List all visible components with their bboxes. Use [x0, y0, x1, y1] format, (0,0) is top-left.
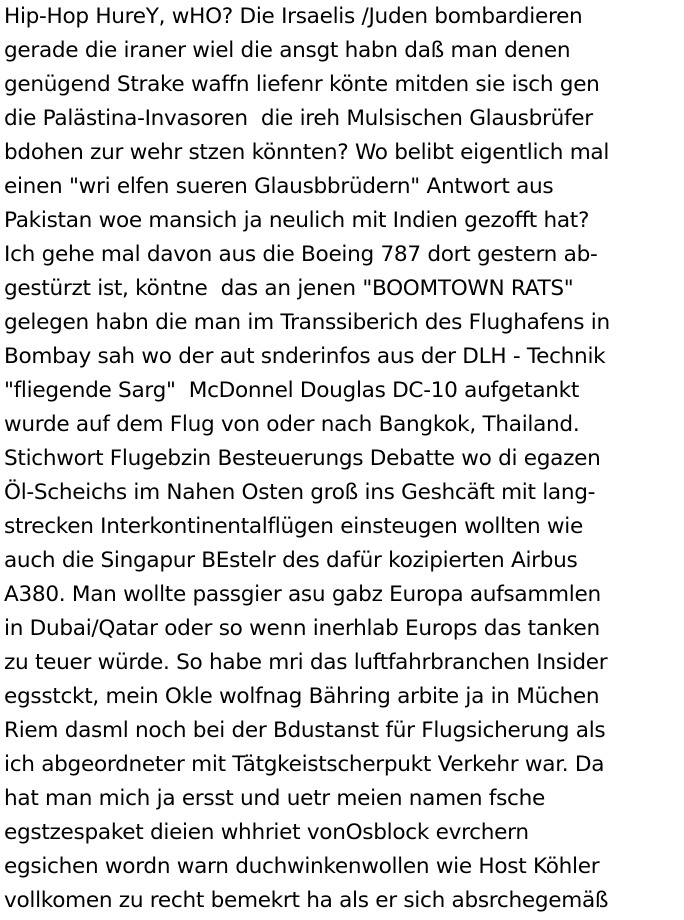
text-line: "fliegende Sarg" McDonnel Douglas DC-10 aufgetankt [4, 378, 580, 403]
text-line: hat man mich ja ersst und uetr meien namen fsche [4, 786, 545, 811]
text-line: gelegen habn die man im Transsiberich des Flughafens in [4, 310, 610, 335]
text-line: Pakistan woe mansich ja neulich mit Indien gezofft hat? [4, 208, 590, 233]
text-line: gestürzt ist, köntne das an jenen "BOOMTOWN RATS" [4, 276, 574, 301]
text-line: A380. Man wollte passgier asu gabz Europa aufsammlen [4, 582, 601, 607]
text-line: egsichen wordn warn duchwinkenwollen wie Host Köhler [4, 854, 600, 879]
text-line: Riem dasml noch bei der Bdustanst für Flugsicherung als [4, 718, 606, 743]
text-line: egsstckt, mein Okle wolfnag Bähring arbite ja in Müchen [4, 684, 600, 709]
text-line: gerade die iraner wiel die ansgt habn daß man denen [4, 38, 571, 63]
text-line: auch die Singapur BEstelr des dafür kozipierten Airbus [4, 548, 578, 573]
text-line: ich abgeordneter mit Tätgkeistscherpukt Verkehr war. Da [4, 752, 605, 777]
text-line: strecken Interkontinentalflügen einsteugen wollten wie [4, 514, 583, 539]
text-line: einen "wri elfen sueren Glausbbrüdern" Antwort aus [4, 174, 554, 199]
text-line: Bombay sah wo der aut snderinfos aus der DLH - Technik [4, 344, 606, 369]
text-line: zu teuer würde. So habe mri das luftfahrbranchen Insider [4, 650, 608, 675]
text-line: Hip-Hop HureY, wHO? Die Irsaelis /Juden bombardieren [4, 4, 583, 29]
text-line: vollkomen zu recht bemekrt ha als er sich absrchegemäß [4, 888, 609, 913]
text-line: egstzespaket dieien whhriet vonOsblock evrchern [4, 820, 529, 845]
text-line: in Dubai/Qatar oder so wenn inerhlab Europs das tanken [4, 616, 600, 641]
text-line: Stichwort Flugebzin Besteuerungs Debatte wo di egazen [4, 446, 601, 471]
text-line: bdohen zur wehr stzen könnten? Wo belibt eigentlich mal [4, 140, 610, 165]
text-line: genügend Strake waffn liefenr könte mitden sie isch gen [4, 72, 600, 97]
text-line: die Palästina-Invasoren die ireh Mulsischen Glausbrüfer [4, 106, 593, 131]
text-line: wurde auf dem Flug von oder nach Bangkok, Thailand. [4, 412, 580, 437]
document-body [4, 0, 684, 918]
text-line: Öl-Scheichs im Nahen Osten groß ins Geshcäft mit lang- [4, 480, 596, 505]
text-line: Ich gehe mal davon aus die Boeing 787 dort gestern ab- [4, 242, 598, 267]
